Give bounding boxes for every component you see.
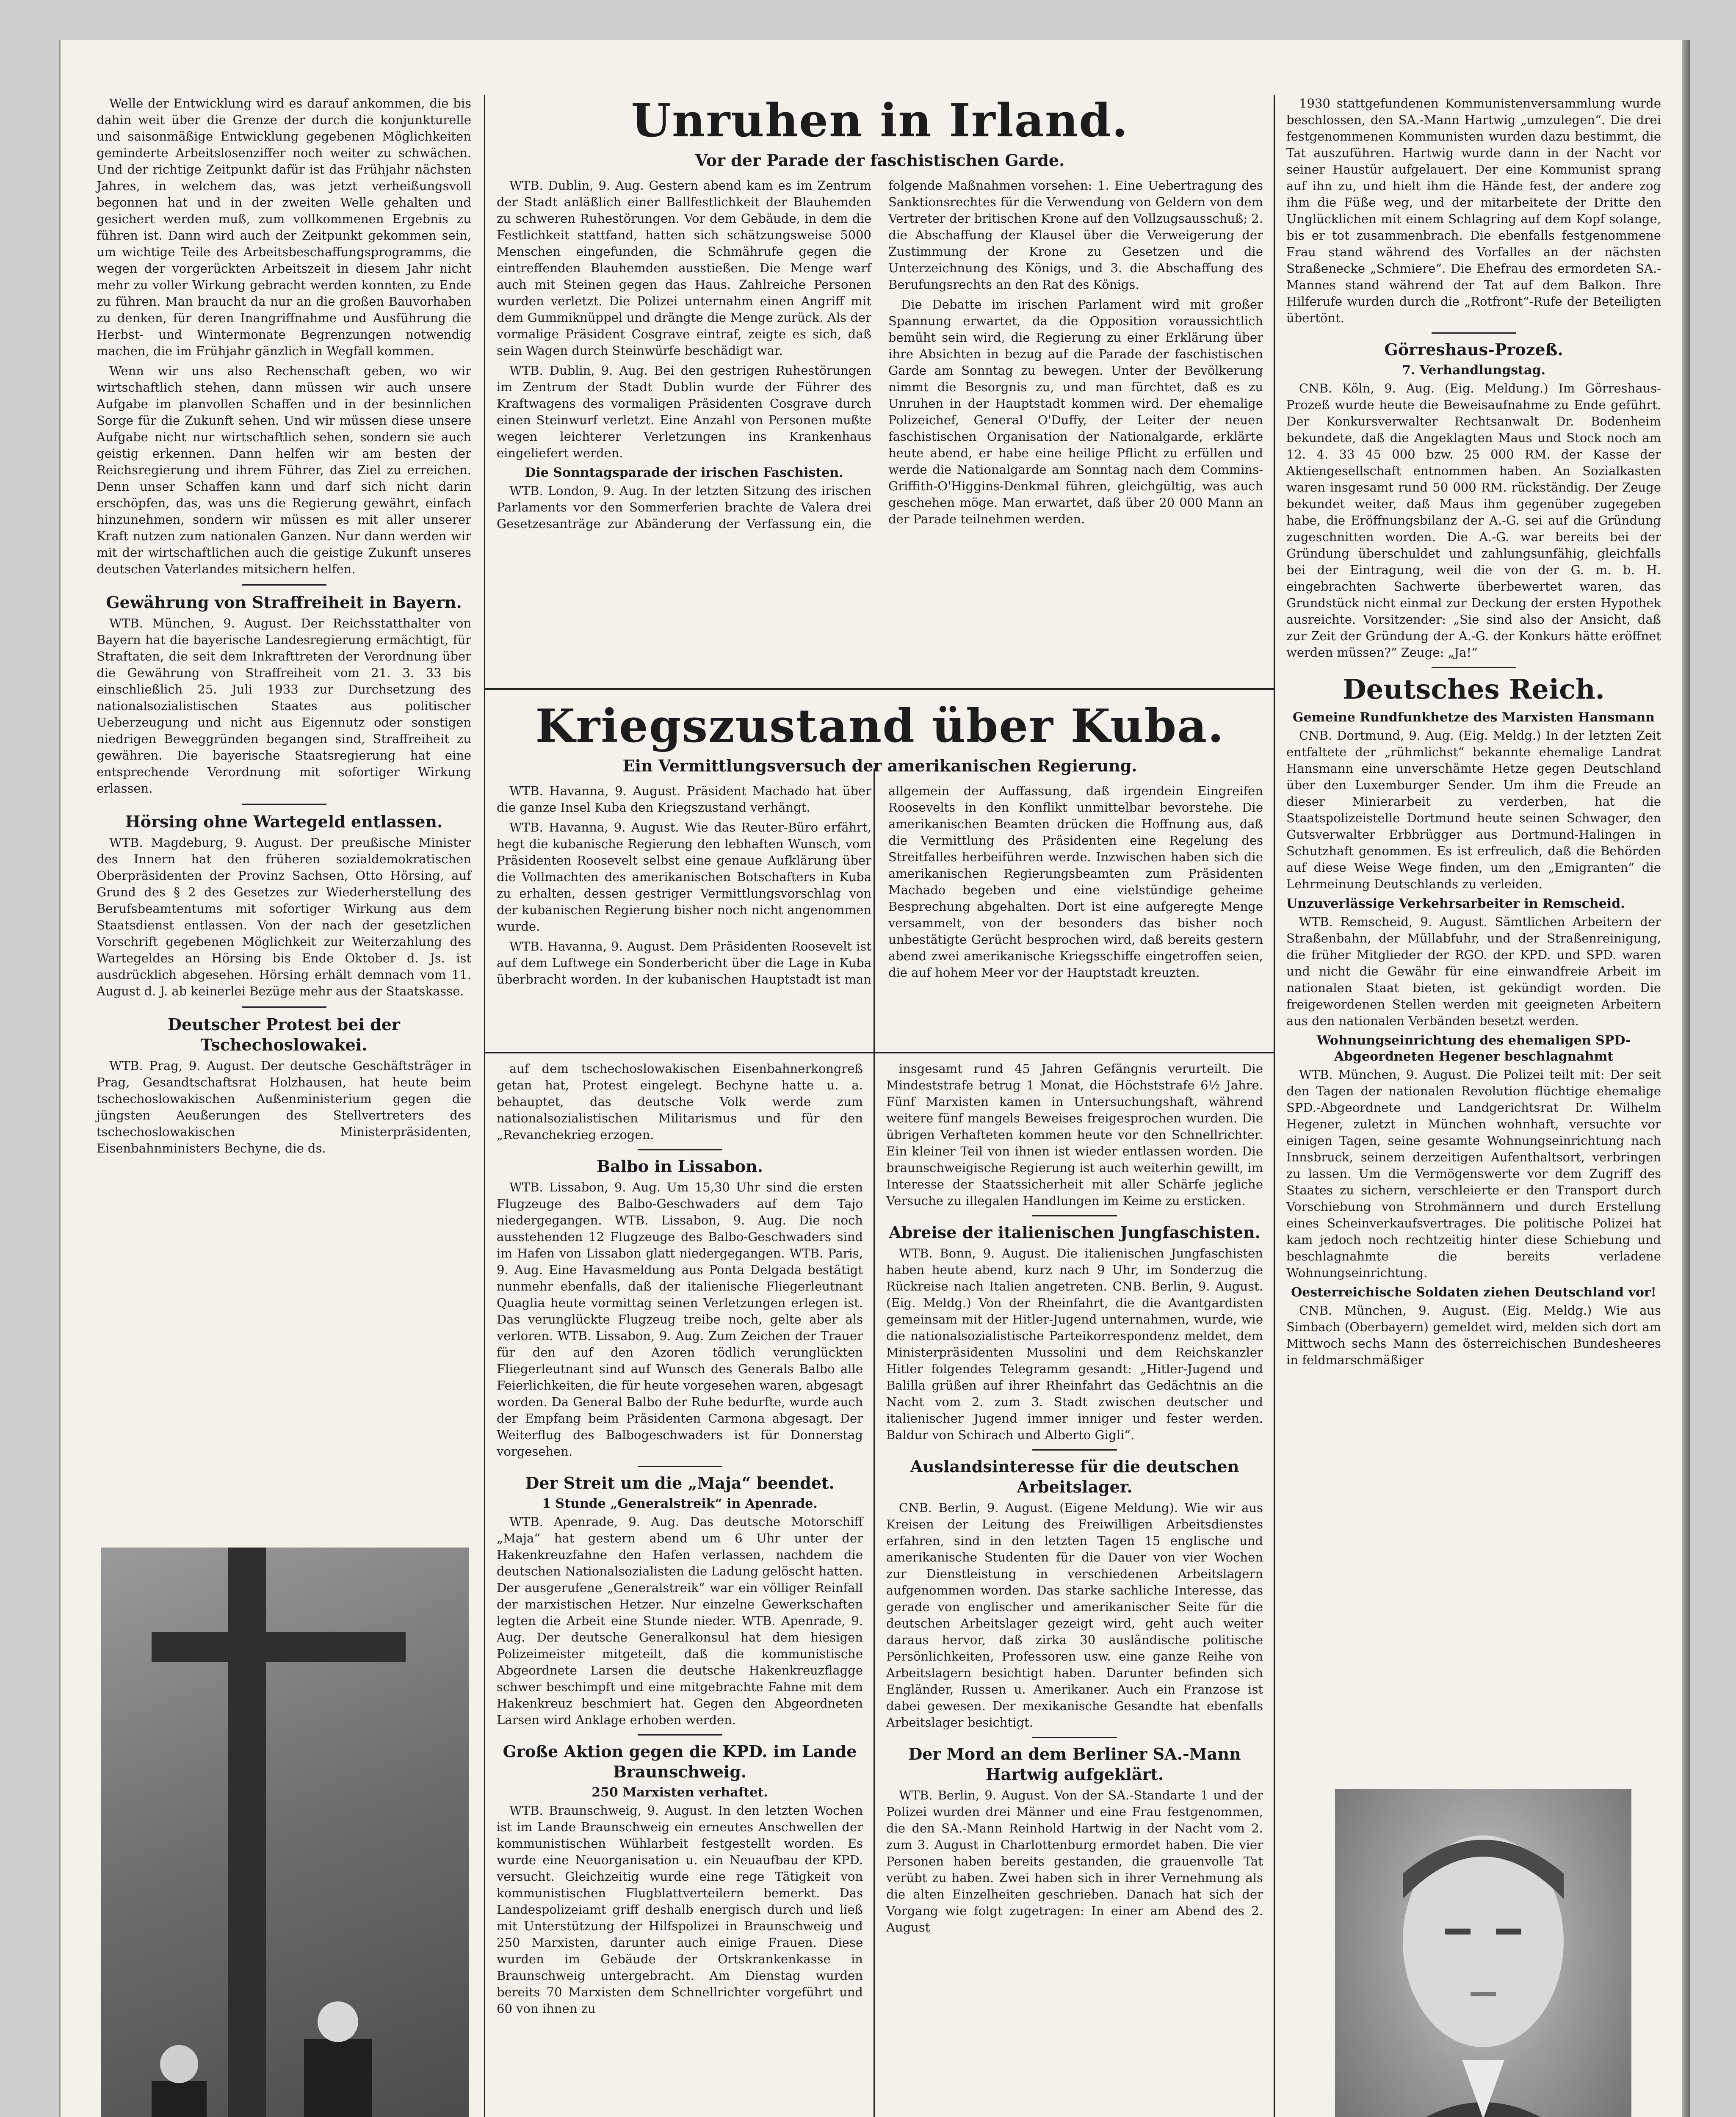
column-1 xyxy=(97,95,471,1160)
body-text: WTB. München, 9. August. Die Polizei teilt mit: Der seit den Tagen der nationalen Revolution flüchtige ehemalige SPD.-Abgeordnete und Landgerichtsrat Dr. Wilhelm Hegener, zuletzt in München wohnhaft, versuchte vor einigen Tagen, seine gesamte Wohnungseinrichtung nach Innsbruck, seinem derzeitigen Aufenthaltsort, verbringen zu lassen. Um die Vermögenswerte vor dem Zugriff des Staates zu sichern, verschleierte er den Transport durch Vorschiebung von Strohmännern und durch Erstellung eines Scheinverkaufsvertrages. Die politische Polizei hat kam jedoch noch rechtzeitig hinter diese Schiebung und beschlagnahmte die bereits verladene Wohnungseinrichtung. xyxy=(1286,1067,1661,1280)
binding-edge xyxy=(1682,40,1690,2117)
section-rule xyxy=(484,688,1274,690)
headline-straffreiheit: Gewährung von Straffreiheit in Bayern. xyxy=(106,593,462,612)
body-text: WTB. Lissabon, 9. Aug. Um 15,30 Uhr sind die ersten Flugzeuge des Balbo-Geschwaders auf dem Tajo niedergegangen. WTB. Lissabon, 9. Aug. Die noch ausstehenden 12 Flugzeuge des Balbo-Geschwaders sind im Hafen von Lissabon glatt niedergegangen. WTB. Paris, 9. Aug. Eine Havasmeldung aus Ponta Delgada bestätigt nunmehr ebenfalls, daß der italienische Fliegerleutnant Quaglia heute vormittag seinen Verletzungen erlegen ist. Das verunglückte Flugzeug treibe noch, gelte aber als verloren. WTB. Lissabon, 9. Aug. Zum Zeichen der Trauer für den auf den Azoren tödlich verunglückten Fliegerleutnant sind auf Wunsch des Generals Balbo alle Feierlichkeiten, die für heute vorgesehen waren, abgesagt worden. Da General Balbo der Ruhe bedurfte, wurde auch der Empfang beim Präsidenten Carmona abgesagt. Der Weiterflug des Balbogeschwaders ist für Donnerstag vorgesehen. xyxy=(497,1180,863,1459)
subhead-sonntagsparade: Die Sonntagsparade der irischen Faschisten. xyxy=(525,465,843,480)
headline-balbo: Balbo in Lissabon. xyxy=(597,1157,763,1176)
column-4 xyxy=(1286,95,1661,1372)
body-text: auf dem tschechoslowakischen Eisenbahnerkongreß getan hat, Protest eingelegt. Bechyne hatte u. a. behauptet, das deutsche Volk werde zum nationalsozialistischen Militarismus und für den „Revanchekrieg erzogen. xyxy=(497,1061,863,1142)
headline-kuba: Kriegszustand über Kuba. xyxy=(535,699,1225,753)
headline-maja: Der Streit um die „Maja“ beendet. xyxy=(525,1473,835,1492)
body-text: WTB. Apenrade, 9. Aug. Das deutsche Motorschiff „Maja“ hat gestern abend um 6 Uhr unter der Hakenkreuzfahne den Hafen verlassen, nachdem die deutschen Nationalsozialisten die Ladung gelöscht hatten. Der ausgerufene „Generalstreik“ war ein völliger Reinfall der marxistischen Hetzer. Nur einzelne Gewerkschaften legten die Arbeit eine Stunde nieder. WTB. Apenrade, 9. Aug. Der deutsche Generalkonsul hat dem hiesigen Polizeimeister mitgeteilt, daß die kommunistische Abgeordnete Larsen die deutsche Hakenkreuzflagge schwer beschimpft und eine mitgebrachte Fahne mit dem Hakenkreuz beschmiert hat. Gegen den Abgeordneten Larsen wird Anklage erhoben werden. xyxy=(497,1515,863,1727)
subhead-kpd: 250 Marxisten verhaftet. xyxy=(592,1785,768,1800)
column-rule xyxy=(484,95,485,2117)
body-text: insgesamt rund 45 Jahren Gefängnis verurteilt. Die Mindeststrafe betrug 1 Monat, die Höchststrafe 6½ Jahre. Fünf Marxisten kamen in Untersuchungshaft, während weitere fünf mangels Beweises freigesprochen wurden. Die übrigen Verhafteten kommen heute vor den Schnellrichter. Ein kleiner Teil von ihnen ist wieder entlassen worden. Die braunschweigische Regierung ist auch weiterhin gewillt, im Interesse der Staatssicherheit mit aller Schärfe jegliche Versuche zu illegalen Handlungen im Keime zu ersticken. xyxy=(886,1061,1263,1208)
subheadline-kuba: Ein Vermittlungsversuch der amerikanischen Regierung. xyxy=(622,756,1137,775)
body-text: WTB. Dublin, 9. Aug. Gestern abend kam es im Zentrum der Stadt anläßlich einer Ballfestlichkeit der Blauhemden zu schweren Ruhestörungen. Vor dem Gebäude, in dem die Festlichkeit stattfand, hatten sich schätzungsweise 5000 Menschen eingefunden, die Schmährufe gegen die eintreffenden Blauhemden ausstießen. Die Menge warf auch mit Steinen gegen das Haus. Zahlreiche Personen wurden verletzt. Die Polizei unternahm einen Angriff mit dem Gummiknüppel und drängte die Menge zurück. Als der vormalige Präsident Cosgrave eintraf, zeigte es sich, daß sein Wagen durch Steinwürfe beschädigt war. xyxy=(497,178,871,358)
body-text: Wenn wir uns also Rechenschaft geben, wo wir wirtschaftlich stehen, dann müssen wir auch unsere Aufgabe im planvollen Schaffen und in der besinnlichen Sorge für die Zukunft sehen. Und wir müssen diese unsere Aufgabe nicht nur wirtschaftlich sehen, sondern sie auch geistig erkennen. Dann helfen wir am besten der Reichsregierung und ihrem Führer, das Ziel zu erreichen. Denn unser Schaffen kann und darf sich nicht darin erschöpfen, das, was uns die Regierung gewährt, einfach hinzunehmen, sondern wir müssen es mit aller unserer Kraft nutzen zum nationalen Ganzen. Nur dann werden wir mit der wirtschaftlichen auch die geistige Zukunft unseres deutschen Vaterlandes mitsichern helfen. xyxy=(97,364,471,576)
headline-irland: Unruhen in Irland. xyxy=(631,94,1129,147)
headline-protest: Deutscher Protest bei der Tschechoslowakei. xyxy=(168,1015,400,1054)
headline-arbeitslager: Auslandsinteresse für die deutschen Arbeitslager. xyxy=(910,1457,1239,1496)
body-text: Welle der Entwicklung wird es darauf ankommen, die bis dahin weit über die Grenze der durch die konjunkturelle und saisonmäßige Entwicklung gegebenen Möglichkeiten geminderte Arbeitslosenziffer noch weiter zu schwächen. Und der richtige Zeitpunkt dafür ist das Frühjahr nächsten Jahres, in welchem das, was jetzt verheißungsvoll begonnen hat und in der zweiten Welle gehalten und gesichert werden muß, zum vollkommenen Ergebnis zu führen ist. Dann wird auch der Zeitpunkt gekommen sein, um wichtige Teile des Arbeitsbeschaffungsprogramms, die wegen der vorgerückten Arbeitszeit in diesem Jahr nicht mehr zu voller Wirkung gebracht werden konnten, zu Ende zu führen. Man braucht da nur an die großen Bauvorhaben zu denken, für deren Inangriffnahme und Ausführung die Herbst- und Wintermonate Begrenzungen notwendig machen, die im Frühjahr gänzlich in Wegfall kommen. xyxy=(97,96,471,358)
portrait-illustration xyxy=(1335,1789,1631,2117)
column-2 xyxy=(497,1061,863,2020)
body-text: CNB. München, 9. August. (Eig. Meldg.) Wie aus Simbach (Oberbayern) gemeldet wird, melden sich dort am Mittwoch sechs Mann des österreichischen Bundesheeres in feldmarschmäßiger xyxy=(1286,1303,1661,1367)
body-text: CNB. Berlin, 9. August. (Eigene Meldung). Wie wir aus Kreisen der Leitung des Freiwilligen Arbeitsdienstes erfahren, sind in den letzten Tagen 15 englische und amerikanische Studenten für die Dauer von vier Wochen zur Dienstleistung in verschiedenen Arbeitslagern aufgenommen worden. Das starke sachliche Interesse, das gerade von englischer und amerikanischer Seite für die deutschen Arbeitslager gezeigt wird, geht auch weiter daraus hervor, daß zirka 30 ausländische politische Persönlichkeiten, Professoren usw. eine ganze Reihe von Arbeitslagern besichtigt haben. Darunter befinden sich Engländer, Russen u. Amerikaner. Auch ein Franzose ist dabei gewesen. Der mexikanische Gesandte hat ebenfalls Arbeitslager besichtigt. xyxy=(886,1501,1263,1730)
subhead-goerres: 7. Verhandlungstag. xyxy=(1402,363,1545,378)
article-kuba xyxy=(497,701,1263,1041)
column-rule xyxy=(1274,95,1275,2117)
body-text: CNB. Dortmund, 9. Aug. (Eig. Meldg.) In der letzten Zeit entfaltete der „rühmlichst“ bekannte ehemalige Landrat Hansmann eine unverschämte Hetze gegen Deutschland über den Luxemburger Sender. Um ihm die Freude an dieser Minierarbeit zu verderben, hat die Staatspolizeistelle Dortmund heute seinen Schwager, den Gutsverwalter Erbbrügger aus Dortmund-Halingen in Schutzhaft genommen. Es ist erfreulich, daß die Behörden auf diese Weise Wege finden, um den „Emigranten“ die Lehrmeinung Deutschlands zu verleiden. xyxy=(1286,728,1661,891)
photo-memorial xyxy=(101,1548,469,2117)
body-text: WTB. Dublin, 9. Aug. Bei den gestrigen Ruhestörungen im Zentrum der Stadt Dublin wurde der Führer des Kraftwagens des vormaligen Präsidenten Cosgrave durch einen Steinwurf verletzt. Eine Anzahl von Personen mußte wegen leichterer Verletzungen ins Krankenhaus eingeliefert werden. xyxy=(497,363,871,460)
body-text: WTB. Bonn, 9. August. Die italienischen Jungfaschisten haben heute abend, kurz nach 9 Uhr, im Sonderzug die Rückreise nach Italien angetreten. CNB. Berlin, 9. August. (Eig. Meldg.) Von der Rheinfahrt, die die Avantgardisten gemeinsam mit der Hitler-Jugend unternahmen, wurde, wie die nationalsozialistische Parteikorrespondenz meldet, dem Ministerpräsidenten Mussolini und dem Reichskanzler Hitler folgendes Telegramm gesandt: „Hitler-Jugend und Balilla grüßen auf ihrer Rheinfahrt das Gedächtnis an die Nacht vom 2. zum 3. Stadt zwischen deutscher und italienischer Jugend immer inniger und fester werden. Baldur von Schirach und Alberto Gigli“. xyxy=(886,1246,1263,1442)
section-rule xyxy=(484,1052,1274,1053)
headline-hansmann: Gemeine Rundfunkhetze des Marxisten Hansmann xyxy=(1293,710,1655,725)
headline-hartwig: Der Mord an dem Berliner SA.-Mann Hartwig aufgeklärt. xyxy=(908,1744,1241,1784)
body-text: WTB. Remscheid, 9. August. Sämtlichen Arbeitern der Straßenbahn, der Müllabfuhr, und der Straßenreinigung, die früher Mitglieder der RGO. der KPD. und SPD. waren und nicht die Gewähr für eine einwandfreie Arbeit im nationalen Staat bieten, ist gekündigt worden. Die freigewordenen Stellen werden mit geeigneten Arbeitern aus den nationalen Verbänden besetzt werden. xyxy=(1286,915,1661,1028)
body-text: WTB. Havanna, 9. August. Dem Präsidenten Roosevelt ist auf dem Luftwege ein Sonderbericht über die Lage in Kuba überbracht worden. In der kubanischen Hauptstadt ist man allgemein der Auffassung, daß irgendein Eingreifen Roosevelts in den Konflikt unmittelbar bevorstehe. Die amerikanischen Beamten drücken die Hoffnung aus, daß die Vermittlung des Präsidenten eine Regelung des Streitfalles herbeiführen werde. Inzwischen haben sich die amerikanischen Regierungsbeamten zum Präsidenten Machado begeben und eine vielstündige geheime Besprechung abgehalten. Dort ist eine aufgeregte Menge versammelt, von der besonders das bisher noch unbestätigte Gerücht besprochen wird, daß bereits gestern abend zwei amerikanische Kriegsschiffe eingetroffen seien, die auf hohem Meer vor der Hauptstadt kreuzten. xyxy=(497,784,1263,987)
subhead-maja: 1 Stunde „Generalstreik“ in Apenrade. xyxy=(542,1496,818,1511)
body-text: WTB. London, 9. Aug. In der letzten Sitzung des irischen Parlaments vor den Sommerferien brachte de Valera drei Gesetzesanträge zur Abänderung der Verfassung ein, die folgende Maßnahmen vorsehen: 1. Eine Uebertragung des Sanktionsrechtes für die Verwendung von Geldern von dem Vertreter der britischen Krone auf den Vollzugsausschuß; 2. die Abschaffung der Klausel über die Verweigerung der Zustimmung der Krone zu Gesetzen und die Unterzeichnung des Königs, und 3. die Abschaffung des Berufungsrechts an den Rat des Königs. xyxy=(497,178,1263,531)
body-text: WTB. Prag, 9. August. Der deutsche Geschäftsträger in Prag, Gesandtschaftsrat Holzhausen, hat heute beim tschechoslowakischen Außenministerium gegen die jüngsten Aeußerungen des Stellvertreters des tschechoslowakischen Ministerpräsidenten, Eisenbahnministers Bechyne, die ds. xyxy=(97,1058,471,1155)
article-irland xyxy=(497,95,1263,681)
body-text: WTB. Havanna, 9. August. Präsident Machado hat über die ganze Insel Kuba den Kriegszustand verhängt. xyxy=(497,784,871,815)
column-3 xyxy=(886,1061,1263,1939)
memorial-photo-illustration xyxy=(101,1548,469,2117)
headline-deutsches-reich: Deutsches Reich. xyxy=(1343,674,1605,705)
body-text: WTB. Braunschweig, 9. August. In den letzten Wochen ist im Lande Braunschweig ein erneutes Anschwellen der kommunistischen Wühlarbeit festgestellt worden. Es wurde eine Neuorganisation u. ein Neuaufbau der KPD. versucht. Gleichzeitig wurde eine rege Tätigkeit von kommunistischen Flugblattverteilern bemerkt. Das Landespolizeiamt griff deshalb energisch durch und ließ mit Unterstützung der Hilfspolizei in Braunschweig und 250 Marxisten, darunter auch einige Frauen. Diese wurden im Gebäude der Ortskrankenkasse in Braunschweig untergebracht. Am Dienstag wurden bereits 70 Marxisten dem Schnellrichter vorgeführt und 60 von ihnen zu xyxy=(497,1803,863,2016)
headline-oesterreich: Oesterreichische Soldaten ziehen Deutschland vor! xyxy=(1291,1285,1656,1300)
body-text: WTB. Berlin, 9. August. Von der SA.-Standarte 1 und der Polizei wurden drei Männer und eine Frau festgenommen, die den SA.-Mann Reinhold Hartwig in der Nacht vom 2. zum 3. August in Charlottenburg ermordet haben. Die vier Personen haben bereits gestanden, die grauenvolle Tat verübt zu haben. Zwei haben sich in ihrer Vernehmung als die alten Einzelheiten geschrieben. Danach hat sich der Vorgang wie folgt zugetragen: In einer am Abend des 2. August xyxy=(886,1788,1263,1935)
headline-kpd: Große Aktion gegen die KPD. im Lande Braunschweig. xyxy=(503,1742,857,1781)
headline-hoersing: Hörsing ohne Wartegeld entlassen. xyxy=(125,812,443,831)
subheadline-irland: Vor der Parade der faschistischen Garde. xyxy=(695,151,1065,170)
body-text: Die Debatte im irischen Parlament wird mit großer Spannung erwartet, da die Opposition voraussichtlich bemüht sein wird, die Regierung zu einer Erklärung über ihre Absichten in bezug auf die Parade der faschistischen Garde am Sonntag zu bewegen. Unter der Bevölkerung nimmt die Besorgnis zu, und man fürchtet, daß es zu Unruhen in der Hauptstadt kommen wird. Der ehemalige Polizeichef, General O'Duffy, der Leiter der neuen faschistischen Organisation der Nationalgarde, erklärte heute abend, er habe eine heilige Pflicht zu erfüllen und werde die Nationalgarde am Sonntag nach dem Commins-Griffith-O'Higgins-Denkmal führen, gleichgültig, was auch geschehen möge. Man erwartet, daß über 20 000 Mann an der Parade teilnehmen werden. xyxy=(888,297,1263,526)
headline-jungfaschisten: Abreise der italienischen Jungfaschisten. xyxy=(889,1223,1261,1242)
newspaper-page xyxy=(59,40,1682,2117)
portrait-photo xyxy=(1335,1789,1631,2117)
body-text: WTB. Havanna, 9. August. Wie das Reuter-Büro erfährt, hegt die kubanische Regierung den lebhaften Wunsch, vom Präsidenten Roosevelt selbst eine genaue Aufklärung über die Vollmachten des amerikanischen Botschafters in Kuba zu erhalten, dessen gestriger Vermittlungsvorschlag von der kubanischen Regierung bisher noch nicht angenommen wurde. xyxy=(497,820,871,934)
headline-goerres: Görreshaus-Prozeß. xyxy=(1384,340,1563,359)
body-text: CNB. Köln, 9. Aug. (Eig. Meldung.) Im Görreshaus-Prozeß wurde heute die Beweisaufnahme zu Ende geführt. Der Konkursverwalter Rechtsanwalt Dr. Bodenheim bekundete, daß die Angeklagten Maus und Stock noch am 12. 4. 33 45 000 bzw. 25 000 RM. der Kasse der Aktiengesellschaft entnommen haben. An Sozialkasten waren insgesamt rund 50 000 RM. rückständig. Der Zeuge bekundet weiter, daß Maus ihm gegenüber zugegeben habe, die Eröffnungsbilanz der A.-G. sei auf die Gründung zugeschnitten worden. Die A.-G. war bereits bei der Gründung überschuldet und zahlungsunfähig, gleichfalls bei der Eintragung, weil die von der G. m. b. H. eingebrachten Sachwerte überbewertet waren, das Grundstück nicht einmal zur Deckung der ersten Hypothek ausreichte. Vorsitzender: „Sie sind also der Ansicht, daß zur Zeit der Gründung der A.-G. der Konkurs hätte eröffnet werden müssen?“ Zeuge: „Ja!“ xyxy=(1286,381,1661,660)
body-text: 1930 stattgefundenen Kommunistenversammlung wurde beschlossen, den SA.-Mann Hartwig „umzulegen“. Die drei festgenommenen Kommunisten wurden dazu bestimmt, die Tat auszuführen. Hartwig wurde dann in der Nacht vor seiner Haustür aufgelauert. Der eine Kommunist sprang auf ihn zu, und hielt ihm die Hände fest, der andere zog ihm die Füße weg, und der mitarbeitete der Dritte den Unglücklichen mit einem Schlagring auf dem Kopf solange, bis er tot zusammenbrach. Die ebenfalls festgenommene Frau stand während des Vorfalles an der nächsten Straßenecke „Schmiere“. Die Ehefrau des ermordeten SA.-Mannes stand während der Tat auf dem Balkon. Ihre Hilferufe wurden durch die „Rotfront“-Rufe der Beteiligten übertönt. xyxy=(1286,96,1661,325)
body-text: WTB. München, 9. August. Der Reichsstatthalter von Bayern hat die bayerische Landesregierung ermächtigt, für Straftaten, die seit dem Inkrafttreten der Verordnung über die Gewährung von Straffreiheit vom 21. 3. 33 bis einschließlich 25. Juli 1933 zur Durchsetzung des nationalsozialistischen Staates aus politischer Ueberzeugung und nicht aus Eigennutz oder sonstigen niedrigen Beweggründen begangen sind, Straffreiheit zu gewähren. Die bayerische Staatsregierung hat eine entsprechende Verordnung mit sofortiger Wirkung erlassen. xyxy=(97,616,471,796)
headline-hegener: Wohnungseinrichtung des ehemaligen SPD-Abgeordneten Hegener beschlagnahmt xyxy=(1316,1033,1631,1064)
headline-remscheid: Unzuverlässige Verkehrsarbeiter in Remscheid. xyxy=(1286,896,1625,911)
body-text: WTB. Magdeburg, 9. August. Der preußische Minister des Innern hat den früheren sozialdemokratischen Oberpräsidenten der Provinz Sachsen, Otto Hörsing, auf Grund des § 2 des Gesetzes zur Wiederherstellung des Berufsbeamtentums mit sofortiger Wirkung aus dem Staatsdienst entlassen. Von der nach der gesetzlichen Vorschrift gegebenen Möglichkeit zur Weiterzahlung des Wartegeldes an Hörsing bis Ende Oktober d. Js. ist ausdrücklich abgesehen. Hörsing erhält demnach vom 11. August d. J. ab keinerlei Bezüge mehr aus der Staatskasse. xyxy=(97,835,471,998)
